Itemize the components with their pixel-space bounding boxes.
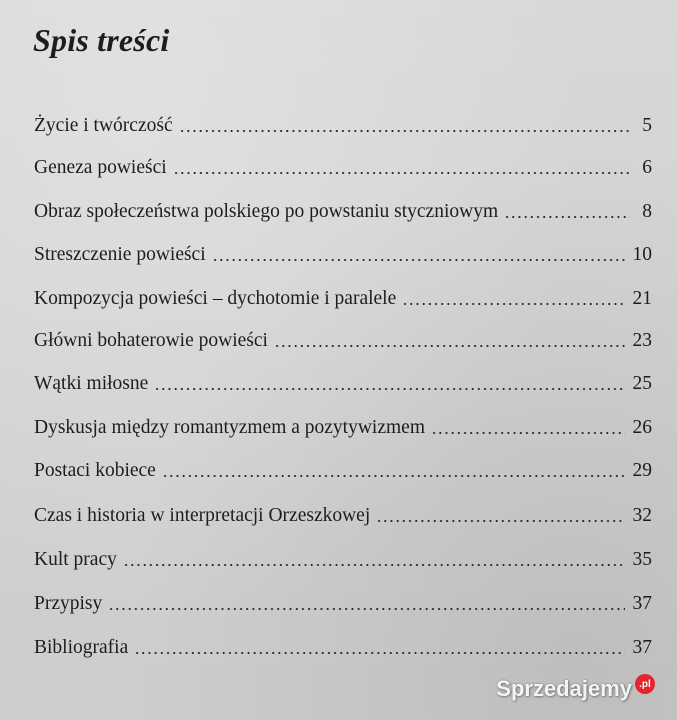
toc-entry-title: Dyskusja między romantyzmem a pozytywizmem — [34, 417, 425, 438]
dot-leader — [431, 432, 625, 434]
toc-entry — [34, 497, 652, 527]
dot-leader — [154, 388, 624, 390]
toc-entry-title: Geneza powieści — [34, 157, 167, 178]
toc-entry-title: Wątki miłosne — [34, 373, 149, 394]
toc-entry-title: Czas i historia w interpretacji Orzeszkowej — [34, 505, 371, 526]
toc-entry — [34, 280, 652, 310]
toc-entry-page: 5 — [642, 115, 652, 136]
toc-entry — [34, 193, 652, 223]
toc-entry-page: 21 — [632, 288, 652, 309]
toc-entry-page: 6 — [642, 157, 652, 178]
toc-entry-page: 26 — [632, 417, 652, 438]
toc-entry-title: Główni bohaterowie powieści — [34, 330, 268, 351]
dot-leader — [504, 216, 630, 218]
toc-entry — [34, 585, 652, 615]
toc-entry-title: Przypisy — [34, 593, 103, 614]
watermark-text: Sprzedajemy — [496, 676, 632, 701]
toc-entry-page: 8 — [642, 201, 652, 222]
toc-entry — [34, 107, 652, 137]
watermark-logo — [496, 676, 655, 702]
toc-entry — [34, 629, 652, 659]
dot-leader — [162, 475, 625, 477]
toc-entry — [34, 541, 652, 571]
toc-entry-title: Streszczenie powieści — [34, 244, 206, 265]
watermark-badge: .pl — [635, 674, 655, 694]
dot-leader — [123, 564, 625, 566]
toc-entry-page: 25 — [632, 373, 652, 394]
dot-leader — [173, 172, 630, 174]
toc-entry-title: Kompozycja powieści – dychotomie i paralele — [34, 288, 397, 309]
toc-entry — [34, 409, 652, 439]
toc-entry-title: Obraz społeczeństwa polskiego po powstaniu styczniowym — [34, 201, 499, 222]
dot-leader — [402, 303, 624, 305]
toc-entry-page: 32 — [632, 505, 652, 526]
toc-entry — [34, 149, 652, 179]
dot-leader — [274, 345, 625, 347]
toc-entry — [34, 365, 652, 395]
toc-entry-page: 37 — [632, 593, 652, 614]
toc-entry — [34, 452, 652, 482]
toc-entry-page: 10 — [632, 244, 652, 265]
dot-leader — [376, 520, 624, 522]
toc-entry-title: Życie i twórczość — [34, 115, 173, 136]
dot-leader — [108, 608, 624, 610]
dot-leader — [134, 652, 624, 654]
dot-leader — [179, 130, 630, 132]
toc-entry — [34, 236, 652, 266]
page-title: Spis treści — [33, 22, 170, 58]
dot-leader — [212, 259, 625, 261]
toc-entry-page: 37 — [632, 637, 652, 658]
toc-entry-title: Postaci kobiece — [34, 460, 156, 481]
toc-entry — [34, 322, 652, 352]
toc-entry-page: 35 — [632, 549, 652, 570]
toc-entry-title: Bibliografia — [34, 637, 129, 658]
toc-entry-page: 29 — [632, 460, 652, 481]
toc-entry-page: 23 — [632, 330, 652, 351]
toc-entry-title: Kult pracy — [34, 549, 117, 570]
